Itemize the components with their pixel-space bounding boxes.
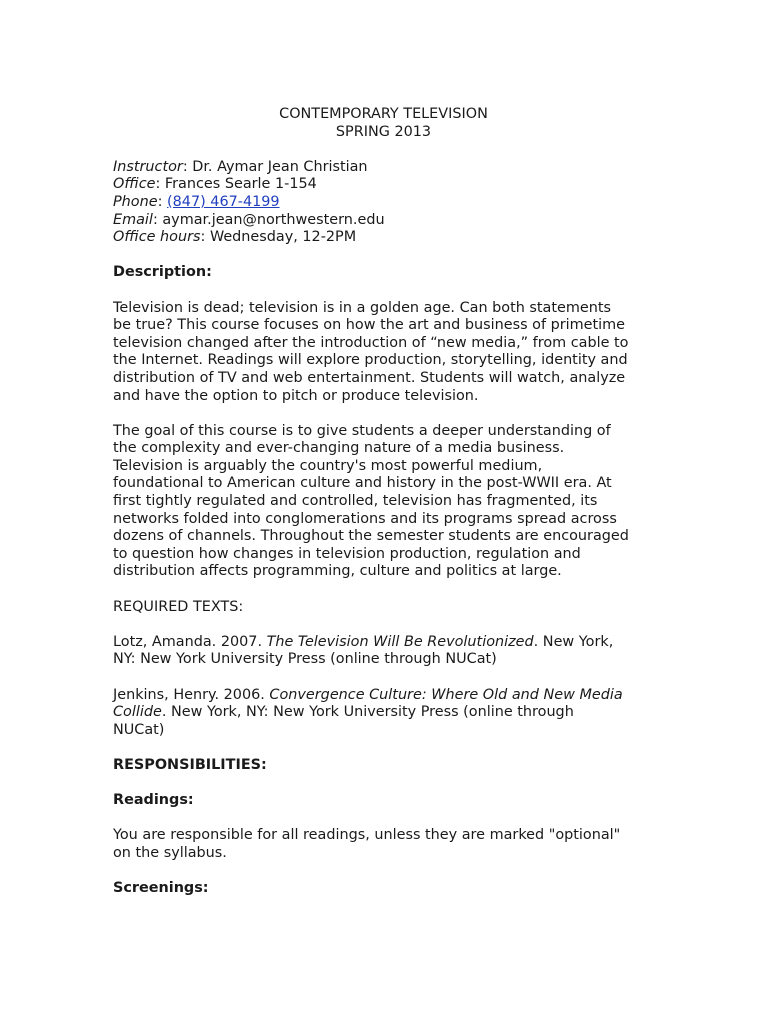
- spacer: [113, 810, 658, 828]
- description-paragraph-2: [113, 423, 658, 581]
- screenings-heading: Screenings:: [113, 880, 209, 897]
- paragraph-line: on the syllabus.: [113, 844, 227, 861]
- spacer: [113, 282, 658, 300]
- phone-separator: :: [157, 193, 168, 210]
- paragraph-line: television changed after the introduction of “new media,” from cable to: [113, 334, 629, 351]
- citation-title: The Television Will Be Revolutionized: [266, 633, 534, 650]
- citation-title: Convergence Culture: Where Old and New Media: [269, 686, 623, 703]
- email-label: Email: [113, 211, 153, 228]
- citation-line: [113, 704, 658, 722]
- spacer: [113, 581, 658, 599]
- phone-line: [113, 194, 658, 212]
- spacer: [113, 669, 658, 687]
- phone-link[interactable]: (847) 467-4199: [167, 193, 280, 210]
- instructor-label: Instructor: [113, 158, 183, 175]
- paragraph-line: You are responsible for all readings, unless they are marked "optional": [113, 827, 621, 844]
- citation-line: [113, 687, 658, 705]
- spacer: [113, 247, 658, 265]
- paragraph-line: distribution of TV and web entertainment. Students will watch, analyze: [113, 369, 626, 386]
- spacer: [113, 141, 658, 159]
- email-line: [113, 212, 658, 230]
- phone-label: Phone: [113, 193, 158, 210]
- citation-publisher: . New York, NY: New York University Press (online through: [161, 704, 574, 721]
- spacer: [113, 739, 658, 757]
- instructor-line: [113, 159, 658, 177]
- office-hours-line: [113, 229, 658, 247]
- citation-author: Jenkins, Henry. 2006.: [113, 686, 270, 703]
- paragraph-line: be true? This course focuses on how the art and business of primetime: [113, 317, 626, 334]
- citation-author: Lotz, Amanda. 2007.: [113, 633, 267, 650]
- paragraph-line: foundational to American culture and history in the post-WWII era. At: [113, 475, 612, 492]
- course-title: CONTEMPORARY TELEVISION: [279, 106, 488, 122]
- readings-paragraph: [113, 827, 658, 862]
- paragraph-line: first tightly regulated and controlled, television has fragmented, its: [113, 493, 598, 510]
- office-value: : Frances Searle 1-154: [155, 176, 317, 193]
- spacer: [113, 616, 658, 634]
- citation-publisher: . New York,: [533, 633, 614, 650]
- paragraph-line: the complexity and ever-changing nature of a media business.: [113, 440, 565, 457]
- paragraph-line: distribution affects programming, culture and politics at large.: [113, 563, 562, 580]
- document-header: [113, 106, 654, 141]
- spacer: [113, 775, 658, 793]
- book-citation-jenkins: [113, 687, 658, 740]
- spacer: [113, 405, 658, 423]
- paragraph-line: dozens of channels. Throughout the semester students are encouraged: [113, 528, 629, 545]
- office-hours-label: Office hours: [113, 229, 201, 246]
- paragraph-line: and have the option to pitch or produce television.: [113, 387, 479, 404]
- paragraph-line: networks folded into conglomerations and its programs spread across: [113, 510, 617, 527]
- syllabus-content: [113, 106, 658, 898]
- citation-line: [113, 634, 658, 652]
- office-label: Office: [113, 176, 156, 193]
- course-term: SPRING 2013: [335, 123, 432, 140]
- office-line: [113, 176, 658, 194]
- contact-info: [113, 159, 658, 247]
- paragraph-line: the Internet. Readings will explore production, storytelling, identity and: [113, 352, 628, 369]
- citation-title: Collide: [113, 704, 162, 721]
- paragraph-line: Television is arguably the country's most powerful medium,: [113, 457, 543, 474]
- paragraph-line: Television is dead; television is in a golden age. Can both statements: [113, 299, 612, 316]
- citation-line: NY: New York University Press (online through NUCat): [113, 651, 497, 668]
- instructor-value: : Dr. Aymar Jean Christian: [182, 158, 368, 175]
- responsibilities-heading: RESPONSIBILITIES:: [113, 756, 267, 773]
- office-hours-value: : Wednesday, 12-2PM: [200, 229, 357, 246]
- book-citation-lotz: [113, 634, 658, 669]
- spacer: [113, 863, 658, 881]
- paragraph-line: to question how changes in television production, regulation and: [113, 545, 581, 562]
- email-value: : aymar.jean@northwestern.edu: [152, 211, 385, 228]
- citation-line: NUCat): [113, 721, 165, 738]
- description-paragraph-1: [113, 300, 658, 406]
- description-heading: Description:: [113, 264, 212, 281]
- required-texts-heading: REQUIRED TEXTS:: [113, 598, 244, 615]
- readings-heading: Readings:: [113, 792, 194, 809]
- paragraph-line: The goal of this course is to give students a deeper understanding of: [113, 422, 611, 439]
